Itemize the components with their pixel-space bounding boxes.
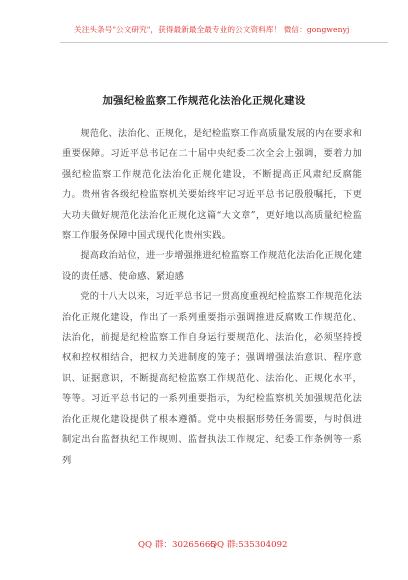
document-body (62, 124, 362, 471)
footer-contact (0, 538, 408, 552)
document-title: 加强纪检监察工作规范化法治化正规化建设 (102, 95, 306, 107)
footer-qq-group-1: QQ 群：30265665 (138, 540, 216, 550)
paragraph-history: 党的十八大以来，习近平总书记一贯高度重视纪检监察工作规范化法治化正规化建设，作出了一系列重要指示强调推进反腐败工作规范化、法治化，前提是纪检监察工作自身运行要规范化、法治化，必须坚持授权和控权相结合，把权力关进制度的笼子；强调增强法治意识、程序意识、证据意识，不断提高纪检监察工作规范化、法治化、正规化水平，等等。习近平总书记的一系列重要指示，为纪检监察机关加强规范化法治化正规化建设提供了根本遵循。党中央根据形势任务需要，与时俱进制定出台监督执纪工作规则、监督执法工作规定、纪委工作条例等一系列 (62, 291, 363, 466)
header-banner-text: 关注头条号"公文研究"，获得最新最全最专业的公文资料库！ 微信：gongwenyj (74, 25, 350, 34)
paragraph-intro: 规范化、法治化、正规化，是纪检监察工作高质量发展的内在要求和重要保障。习近平总书记在二十届中央纪委二次全会上强调，要着力加强纪检监察工作规范化法治化正规化建设，不断提高正风肃纪反腐能力。贵州省各级纪检监察机关要始终牢记习近平总书记殷殷嘱托，下更大功夫做好规范化法治化正规化这篇“大文章”，更好地以高质量纪检监察工作服务保障中国式现代化贵州实践。 (62, 128, 363, 242)
footer-qq-group-2: QQ 群:535304092 (210, 540, 288, 550)
paragraph-section-heading: 提高政治站位，进一步增强推进纪检监察工作规范化法治化正规化建设的责任感、使命感、紧迫感 (62, 250, 363, 282)
